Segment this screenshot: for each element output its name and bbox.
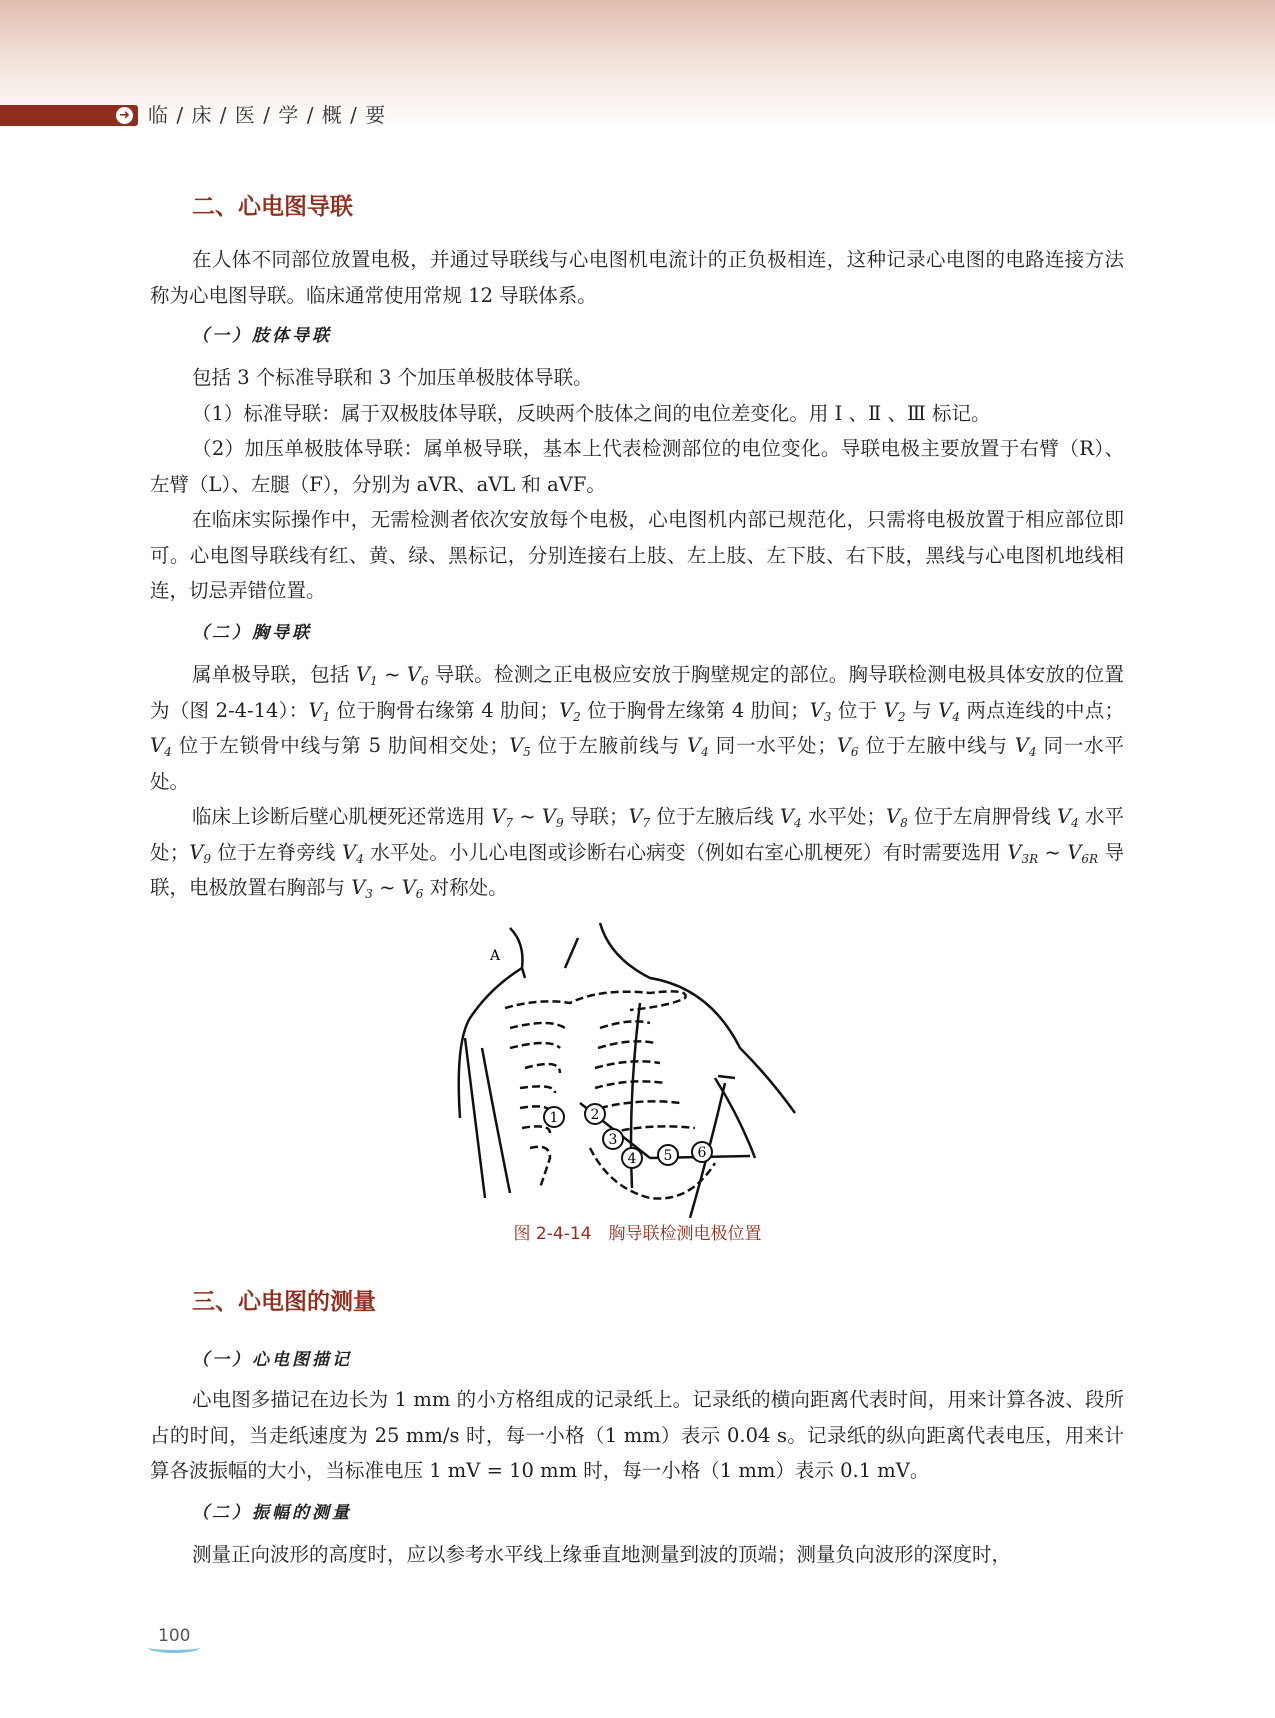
electrode-label: 4 xyxy=(627,1151,637,1167)
lead-symbol: $V_4$ xyxy=(687,734,709,759)
running-title: 临 / 床 / 医 / 学 / 概 / 要 xyxy=(148,103,387,127)
lead-symbol: $V_4$ xyxy=(779,805,802,830)
subsection-heading: （一）心电图描记 xyxy=(192,1350,352,1370)
paragraph: 属单极导联，包括 $V_1$ ~ $V_6$ 导联。检测之正电极应安放于胸壁规定的部位。胸导联检测电极具体安放的位置为（图 2-4-14）：$V_1$ 位于胸骨右缘第 4 肋间；$V_2$ 位于胸骨左缘第 4 肋间；$V_3$ 位于 $V_2$ 与 $V_4$ 两点连线的中点；$V_4$ 位于左锁骨中线与第 5 肋间相交处；$V_5$ 位于左腋前线与 $V_4$ 同一水平处；$V_6$ 位于左腋中线与 $V_4$ 同一水平处。 xyxy=(150,663,1124,793)
subsection-heading: （一）肢体导联 xyxy=(192,326,332,346)
lead-symbol: $V_2$ xyxy=(559,698,581,724)
paragraph: 临床上诊断后壁心肌梗死还常选用 $V_7$ ~ $V_9$ 导联；$V_7$ 位于左腋后线 $V_4$ 水平处；$V_8$ 位于左肩胛骨线 $V_4$ 水平处；$V_9$ 位于左脊旁线 $V_4$ 水平处。小儿心电图或诊断右心病变（例如右室心肌梗死）有时需要选用 $V_{3R}$ ~ $V_{6R}$ 导联，电极放置右胸部与 $V_3$ ~ $V_6$ 对称处。 xyxy=(150,805,1124,901)
paragraph: （1）标准导联：属于双极肢体导联，反映两个肢体之间的电位差变化。用 Ⅰ 、Ⅱ 、Ⅲ 标记。 xyxy=(192,402,991,425)
lead-symbol: $V_4$ xyxy=(1014,734,1037,759)
electrode-label: 2 xyxy=(590,1107,600,1123)
lead-symbol: $V_6$ xyxy=(836,734,859,759)
lead-symbol: $V_4$ xyxy=(1056,805,1079,830)
paragraph: 测量正向波形的高度时，应以参考水平线上缘垂直地测量到波的顶端；测量负向波形的深度时， xyxy=(192,1543,1012,1566)
paragraph: 在临床实际操作中，无需检测者依次安放每个电极，心电图机内部已规范化，只需将电极放置于相应部位即可。心电图导联线有红、黄、绿、黑标记，分别连接右上肢、左上肢、左下肢、右下肢，黑线与心电图机地线相连，切忌弄错位置。 xyxy=(150,508,1124,602)
lead-symbol: $V_3$ xyxy=(351,876,373,901)
electrode-label: 1 xyxy=(549,1110,559,1126)
paragraph: （2）加压单极肢体导联：属单极导联，基本上代表检测部位的电位变化。导联电极主要放置于右臂（R）、左臂（L）、左腿（F），分别为 aVR、aVL 和 aVF。 xyxy=(150,437,1124,496)
section-heading: 二、心电图导联 xyxy=(192,194,353,220)
paragraph: 包括 3 个标准导联和 3 个加压单极肢体导联。 xyxy=(192,366,593,389)
lead-symbol: $V_4$ xyxy=(938,698,960,724)
lead-symbol: $V_{6R}$ xyxy=(1067,840,1099,866)
lead-symbol: $V_2$ xyxy=(883,698,906,724)
arrow-right-circle-icon: ➜ xyxy=(116,107,133,124)
lead-symbol: $V_7$ xyxy=(628,805,651,830)
paragraph: 心电图多描记在边长为 1 mm 的小方格组成的记录纸上。记录纸的横向距离代表时间，用来计算各波、段所占的时间，当走纸速度为 25 mm/s 时，每一小格（1 mm）表示 0.04 s。记录纸的纵向距离代表电压，用来计算各波振幅的大小，当标准电压 1 mV = 10 mm 时，每一小格（1 mm）表示 0.1 mV。 xyxy=(150,1388,1124,1482)
figure-caption: 图 2-4-14 胸导联检测电极位置 xyxy=(513,1224,762,1244)
lead-symbol: $V_3$ xyxy=(809,698,832,724)
lead-symbol: $V_6$ xyxy=(406,663,429,688)
lead-symbol: $V_9$ xyxy=(541,805,564,830)
section-heading: 三、心电图的测量 xyxy=(192,1289,376,1315)
lead-symbol: $V_7$ xyxy=(491,805,514,830)
page-number: 100 xyxy=(158,1626,191,1646)
electrode-label: 6 xyxy=(697,1145,707,1161)
lead-symbol: $V_1$ xyxy=(308,698,331,724)
lead-symbol: $V_6$ xyxy=(401,876,424,901)
subsection-heading: （二）胸导联 xyxy=(192,623,312,643)
lead-symbol: $V_8$ xyxy=(886,805,908,830)
lead-symbol: $V_{3R}$ xyxy=(1007,840,1039,866)
panel-label: A xyxy=(489,948,501,964)
page-number-swoosh xyxy=(148,1642,200,1653)
lead-symbol: $V_5$ xyxy=(509,734,531,759)
lead-symbol: $V_4$ xyxy=(342,840,364,866)
paragraph: 在人体不同部位放置电极，并通过导联线与心电图机电流计的正负极相连，这种记录心电图的电路连接方法称为心电图导联。临床通常使用常规 12 导联体系。 xyxy=(150,248,1124,307)
lead-symbol: $V_9$ xyxy=(189,840,211,866)
lead-symbol: $V_4$ xyxy=(150,734,172,759)
lead-symbol: $V_1$ xyxy=(355,663,378,688)
electrode-label: 5 xyxy=(663,1148,673,1164)
electrode-label: 3 xyxy=(608,1132,618,1148)
chest-lead-figure xyxy=(450,918,830,1218)
subsection-heading: （二）振幅的测量 xyxy=(192,1503,352,1523)
